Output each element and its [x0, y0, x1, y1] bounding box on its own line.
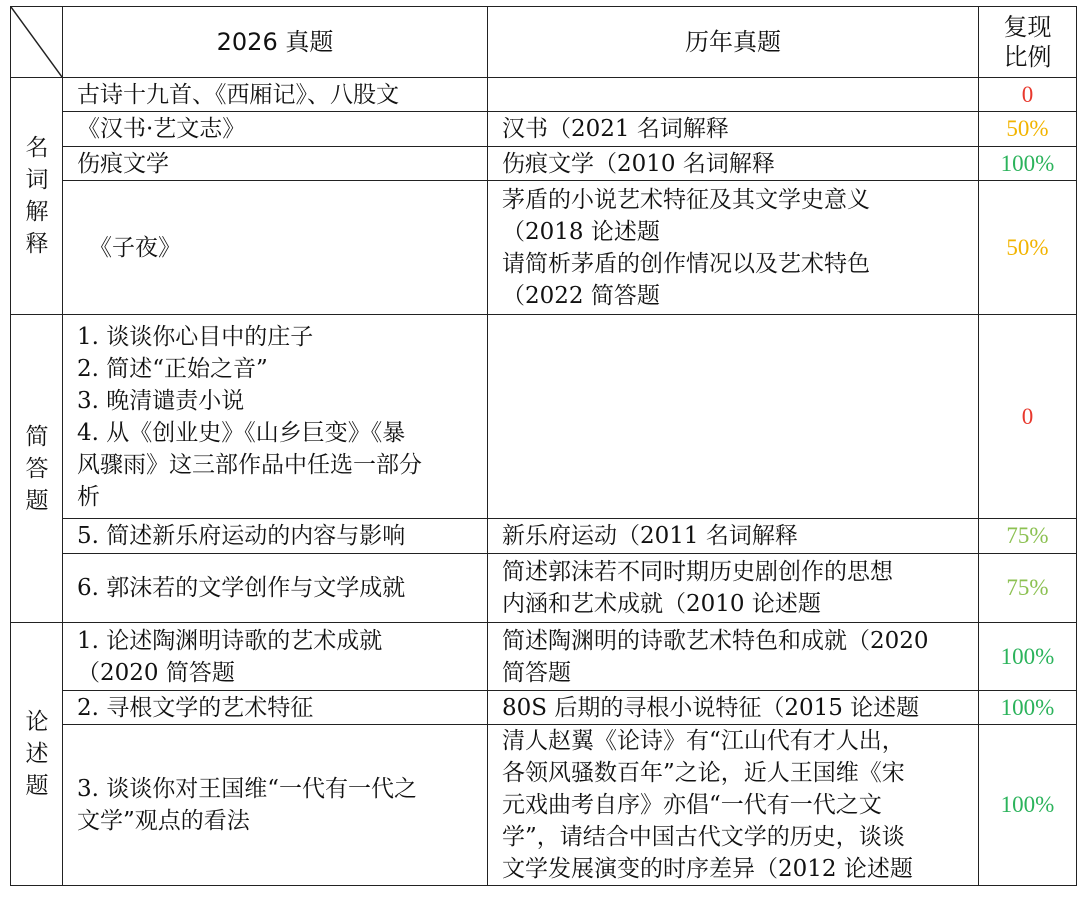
question-2026-line: 《子夜》 [89, 234, 181, 261]
question-2026-cell [63, 315, 488, 519]
past-question-line: 新乐府运动（2011 名词解释 [502, 523, 798, 549]
question-2026-cell [63, 554, 488, 623]
category-cell [11, 623, 63, 886]
question-2026-line: 1. 论述陶渊明诗歌的艺术成就 [77, 627, 383, 654]
past-question-cell [488, 691, 979, 725]
category-label: 简答题 [25, 423, 49, 514]
header-row [11, 7, 1077, 78]
ratio-value: 50% [979, 112, 1077, 147]
past-question-line: 简述陶渊明的诗歌艺术特色和成就（2020 [502, 627, 929, 654]
table-row [11, 725, 1077, 886]
past-question-line: 汉书（2021 名词解释 [502, 116, 729, 142]
past-question-line: 清人赵翼《论诗》有“江山代有才人出， [502, 728, 905, 754]
question-2026-cell [63, 725, 488, 886]
table-row [11, 554, 1077, 623]
table-row [11, 691, 1077, 725]
ratio-value: 50% [979, 181, 1077, 315]
table-row [11, 147, 1077, 181]
ratio-value: 75% [979, 554, 1077, 623]
past-question-cell [488, 623, 979, 691]
question-2026-cell [63, 181, 488, 315]
past-question-cell [488, 181, 979, 315]
past-question-line: 80S 后期的寻根小说特征（2015 论述题 [502, 694, 920, 721]
table-row [11, 181, 1077, 315]
past-question-line: （2018 论述题 [502, 218, 660, 245]
past-question-line: （2022 简答题 [502, 282, 660, 309]
question-2026-line: 古诗十九首、《西厢记》、八股文 [77, 81, 399, 108]
past-question-line: 请简析茅盾的创作情况以及艺术特色 [502, 250, 870, 277]
exam-comparison-table [10, 6, 1077, 886]
past-question-line: 简答题 [502, 659, 571, 686]
ratio-value: 0 [979, 315, 1077, 519]
past-question-line: 简述郭沫若不同时期历史剧创作的思想 [502, 559, 893, 585]
question-2026-line: 文学”观点的看法 [77, 808, 250, 834]
past-question-cell [488, 112, 979, 147]
past-question-cell [488, 554, 979, 623]
question-2026-line: 5. 简述新乐府运动的内容与影响 [77, 523, 406, 549]
question-2026-cell [63, 623, 488, 691]
header-ratio [979, 7, 1077, 78]
corner-diagonal-cell [11, 7, 63, 78]
question-2026-cell [63, 112, 488, 147]
category-label: 名词解释 [25, 135, 49, 257]
table-row [11, 315, 1077, 519]
past-question-line: 茅盾的小说艺术特征及其文学史意义 [502, 186, 870, 213]
header-ratio-line1: 复现 [1003, 13, 1052, 41]
category-cell [11, 315, 63, 623]
question-2026-line: 3. 晚清谴责小说 [77, 387, 245, 414]
question-2026-line: 《汉书·艺文志》 [77, 116, 246, 142]
past-question-line: 内涵和艺术成就（2010 论述题 [502, 591, 821, 617]
question-2026-cell [63, 691, 488, 725]
question-2026-line: 析 [77, 483, 100, 510]
question-2026-cell [63, 519, 488, 554]
question-2026-line: 2. 简述“正始之音” [77, 355, 268, 382]
question-2026-line: 4. 从《创业史》《山乡巨变》《暴 [77, 419, 406, 446]
exam-comparison-table-wrapper [10, 6, 1077, 886]
past-question-cell [488, 725, 979, 886]
question-2026-line: （2020 简答题 [77, 659, 235, 686]
category-label: 论述题 [25, 709, 49, 799]
ratio-value: 100% [979, 623, 1077, 691]
table-row [11, 623, 1077, 691]
past-question-line: 学”，请结合中国古代文学的历史，谈谈 [502, 824, 905, 850]
past-question-cell [488, 519, 979, 554]
question-2026-line: 6. 郭沫若的文学创作与文学成就 [77, 575, 406, 601]
ratio-value: 100% [979, 725, 1077, 886]
ratio-value: 75% [979, 519, 1077, 554]
header-2026: 2026 真题 [63, 7, 488, 78]
diagonal-line [11, 7, 62, 77]
past-question-cell [488, 147, 979, 181]
past-question-line: 元戏曲考自序》亦倡“一代有一代之文 [502, 792, 882, 818]
table-row [11, 78, 1077, 112]
ratio-value: 100% [979, 691, 1077, 725]
header-ratio-line2: 比例 [1003, 43, 1052, 71]
past-question-line: 伤痕文学（2010 名词解释 [502, 150, 775, 177]
header-past: 历年真题 [488, 7, 979, 78]
category-cell [11, 78, 63, 315]
question-2026-cell [63, 147, 488, 181]
question-2026-cell [63, 78, 488, 112]
past-question-cell [488, 78, 979, 112]
ratio-value: 100% [979, 147, 1077, 181]
question-2026-line: 风骤雨》这三部作品中任选一部分 [77, 451, 422, 478]
table-row [11, 519, 1077, 554]
past-question-cell [488, 315, 979, 519]
question-2026-line: 1. 谈谈你心目中的庄子 [77, 323, 314, 350]
question-2026-line: 2. 寻根文学的艺术特征 [77, 694, 314, 721]
past-question-line: 各领风骚数百年”之论，近人王国维《宋 [502, 760, 905, 786]
past-question-line: 文学发展演变的时序差异（2012 论述题 [502, 856, 913, 882]
question-2026-line: 3. 谈谈你对王国维“一代有一代之 [77, 776, 418, 802]
ratio-value: 0 [979, 78, 1077, 112]
question-2026-line: 伤痕文学 [77, 150, 169, 177]
table-row [11, 112, 1077, 147]
